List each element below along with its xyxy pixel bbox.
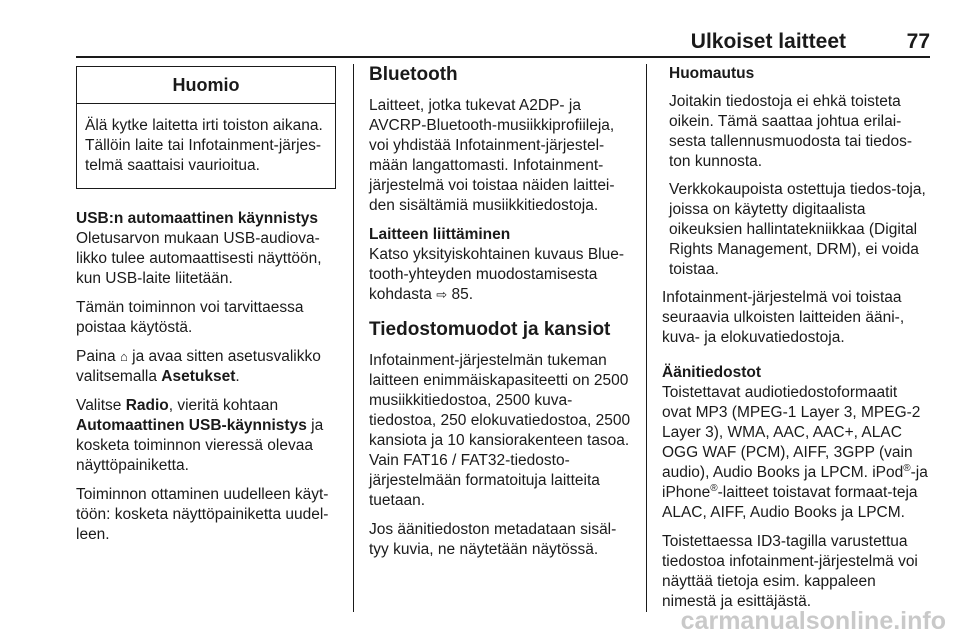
text-segment: Paina <box>76 348 116 365</box>
note-paragraph-2: Verkkokaupoista ostettuja tiedos-toja, joissa on käytetty digitaalista oikeuksien hallintatekniikkaa (Digital Rights Management, DRM), ei voida toistaa. <box>669 181 926 278</box>
text-segment: ja avaa sitten asetusvalikko valitsemalla <box>76 348 321 385</box>
caution-box <box>76 66 336 189</box>
files-paragraph-1: Infotainment-järjestelmän tukeman laitteen enimmäiskapasiteetti on 2500 musiikkitiedostoa, 2500 kuva-tiedostoa, 250 elokuvatiedostoa, 2500 kansiota ja 10 kansiorakenteen tasoa. Vain FAT16 / FAT32-tiedosto-järjestelmään formatoituja laitteita tuetaan. <box>369 352 631 509</box>
settings-label: Asetukset <box>161 368 236 385</box>
column-1 <box>76 64 338 554</box>
page-number: 77 <box>906 30 930 53</box>
usb-autostart-heading: USB:n automaattinen käynnistys <box>76 210 319 227</box>
connect-heading: Laitteen liittäminen <box>369 226 511 243</box>
text-segment: Valitse <box>76 397 122 414</box>
radio-label: Radio <box>125 397 169 414</box>
text-segment: ja kosketa toiminnon vieressä olevaa näyttöpainiketta. <box>76 417 324 474</box>
column-divider <box>353 64 354 612</box>
text-segment: Toistettavat audiotiedostoformaatit ovat MP3 (MPEG-1 Layer 3, MPEG-2 Layer 3), WMA, AAC, AAC+, ALAC OGG WAF (PCM), AIFF, 3GPP (vain audio), Audio Books ja LPCM. iPod <box>662 384 921 481</box>
audio-paragraph-2: Toistettaessa ID3-tagilla varustettua tiedostoa infotainment-järjestelmä voi näyttää tietoja esim. kappaleen nimestä ja esittäjästä. <box>662 533 918 610</box>
registered-mark: ® <box>710 482 718 494</box>
watermark: carmanualsonline.info <box>680 607 946 635</box>
page-ref-arrow-icon: ⇨ <box>436 287 448 302</box>
usb-paragraph-1: Oletusarvon mukaan USB-audiova-likko tulee automaattisesti näyttöön, kun USB-laite liitetään. <box>76 230 322 287</box>
note-paragraph-1: Joitakin tiedostoja ei ehkä toisteta oikein. Tämä saattaa johtua erilai-sesta tallennusmuodosta tai tiedos-ton kunnosta. <box>669 93 912 170</box>
audio-files-heading: Äänitiedostot <box>662 364 762 381</box>
usb-paragraph-4 <box>76 396 338 476</box>
column-2 <box>369 64 632 569</box>
text-segment: . <box>235 368 240 385</box>
note-heading: Huomautus <box>669 65 755 82</box>
page-header <box>76 26 930 58</box>
usb-paragraph-3 <box>76 347 338 387</box>
audio-paragraph-1 <box>662 383 930 523</box>
home-icon: ⌂ <box>119 349 128 364</box>
file-formats-heading: Tiedostomuodot ja kansiot <box>369 319 611 340</box>
text-segment: Katso yksityiskohtainen kuvaus Blue-tooth-yhteyden muodostamisesta kohdasta <box>369 246 625 303</box>
bluetooth-heading: Bluetooth <box>369 64 458 85</box>
page-reference: 85. <box>451 286 474 303</box>
bluetooth-paragraph: Laitteet, jotka tukevat A2DP- ja AVCRP-Bluetooth-musiikkiprofiileja, voi yhdistää Infotainment-järjestel-mään langattomasti. Infotainment-järjestelmä voi toistaa näiden laittei-den sisältämiä musiikkitiedostoja. <box>369 97 615 214</box>
files-paragraph-2: Jos äänitiedoston metadataan sisäl-tyy kuvia, ne näytetään näytössä. <box>369 521 617 558</box>
devices-paragraph: Infotainment-järjestelmä voi toistaa seuraavia ulkoisten laitteiden ääni-, kuva- ja elokuvatiedostoja. <box>662 289 905 346</box>
header-rule <box>76 56 930 58</box>
note-block <box>662 64 930 280</box>
caution-title: Huomio <box>77 67 335 104</box>
text-segment: , vieritä kohtaan <box>168 397 279 414</box>
column-3 <box>662 64 930 621</box>
text-segment: -ja iPhone <box>662 464 928 501</box>
usb-paragraph-5: Toiminnon ottaminen uudelleen käyt-töön: kosketa näyttöpainiketta uudel-leen. <box>76 486 329 543</box>
connect-paragraph <box>369 245 632 305</box>
caution-text: Älä kytke laitetta irti toiston aikana. Tällöin laite tai Infotainment-järjes-telmä saattaisi vaurioitua. <box>85 117 323 174</box>
header-title: Ulkoiset laitteet <box>690 30 846 53</box>
usb-autostart-label: Automaattinen USB-käynnistys <box>76 417 307 434</box>
usb-paragraph-2: Tämän toiminnon voi tarvittaessa poistaa käytöstä. <box>76 299 304 336</box>
registered-mark: ® <box>903 462 911 474</box>
column-divider <box>646 64 647 612</box>
text-segment: -laitteet toistavat formaat-teja ALAC, AIFF, Audio Books ja LPCM. <box>662 484 918 521</box>
